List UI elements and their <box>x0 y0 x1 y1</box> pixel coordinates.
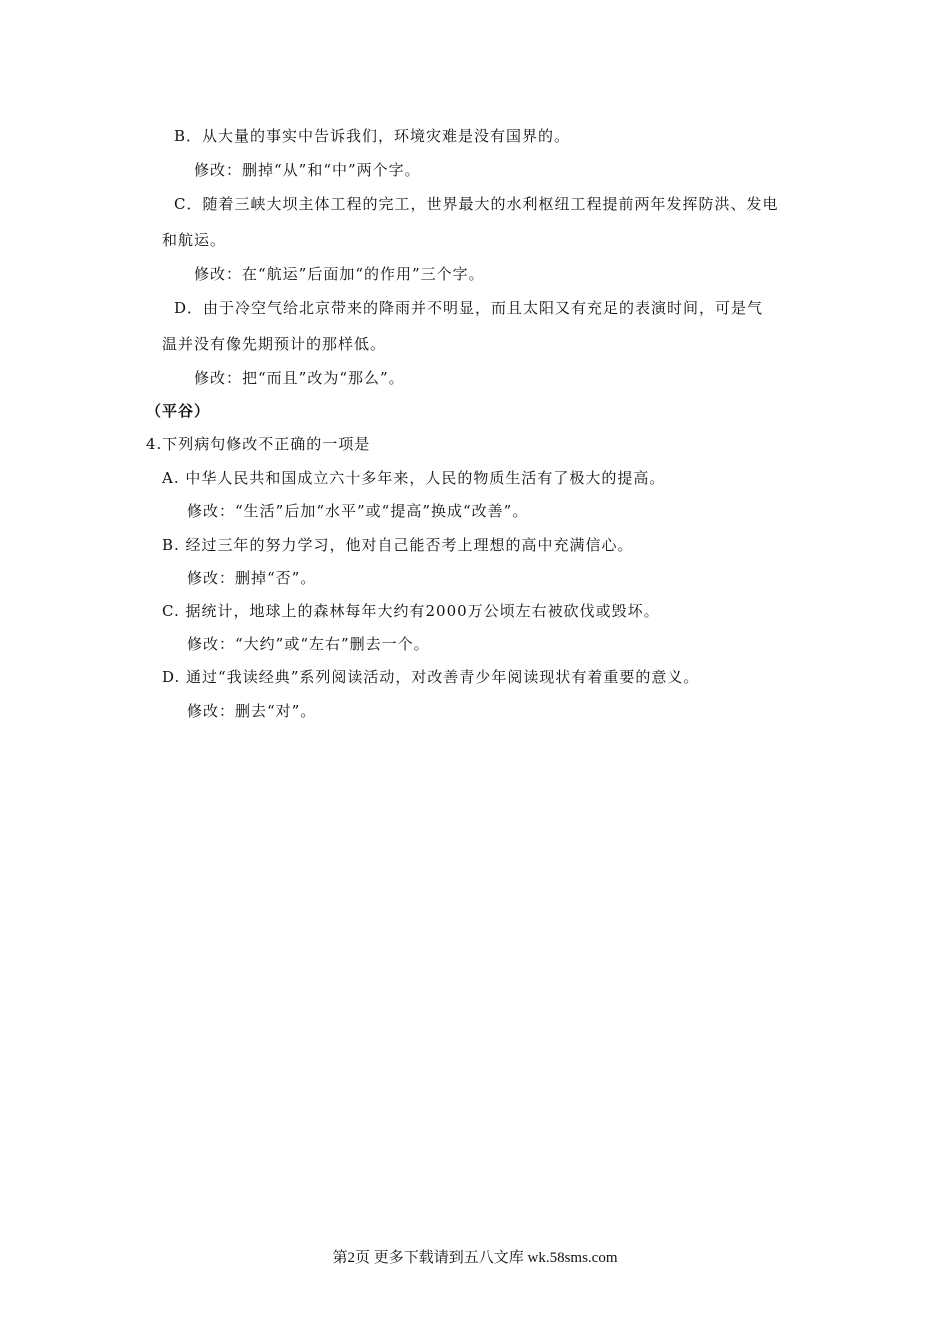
q3-option-c-line1: C．随着三峡大坝主体工程的完工，世界最大的水利枢纽工程提前两年发挥防洪、发电 <box>174 195 779 213</box>
q3-option-d-line1: D．由于冷空气给北京带来的降雨并不明显，而且太阳又有充足的表演时间，可是气 <box>174 299 764 317</box>
q4-option-d: D. 通过“我读经典”系列阅读活动，对改善青少年阅读现状有着重要的意义。 <box>162 668 700 686</box>
source-tag: （平谷） <box>146 402 211 420</box>
q4-option-c-fix: 修改：“大约”或“左右”删去一个。 <box>187 635 430 653</box>
q4-option-b: B. 经过三年的努力学习，他对自己能否考上理想的高中充满信心。 <box>162 536 634 554</box>
q4-option-d-fix: 修改：删去“对”。 <box>187 702 317 720</box>
q4-option-a: A. 中华人民共和国成立六十多年来，人民的物质生活有了极大的提高。 <box>162 469 666 487</box>
page-footer: 第2页 更多下载请到五八文库 wk.58sms.com <box>332 1250 618 1266</box>
q4-option-c: C. 据统计，地球上的森林每年大约有2000万公顷左右被砍伐或毁坏。 <box>162 602 660 620</box>
q4-option-a-fix: 修改：“生活”后加“水平”或“提高”换成“改善”。 <box>187 502 529 520</box>
q3-option-c-fix: 修改：在“航运”后面加“的作用”三个字。 <box>194 265 485 283</box>
q3-option-c-line2: 和航运。 <box>162 231 227 249</box>
q3-option-b: B．从大量的事实中告诉我们，环境灾难是没有国界的。 <box>174 127 571 145</box>
q3-option-b-fix: 修改：删掉“从”和“中”两个字。 <box>194 161 421 179</box>
q4-option-b-fix: 修改：删掉“否”。 <box>187 569 317 587</box>
q4-stem: 4.下列病句修改不正确的一项是 <box>146 435 371 453</box>
q3-option-d-line2: 温并没有像先期预计的那样低。 <box>162 335 387 353</box>
q3-option-d-fix: 修改：把“而且”改为“那么”。 <box>194 369 405 387</box>
